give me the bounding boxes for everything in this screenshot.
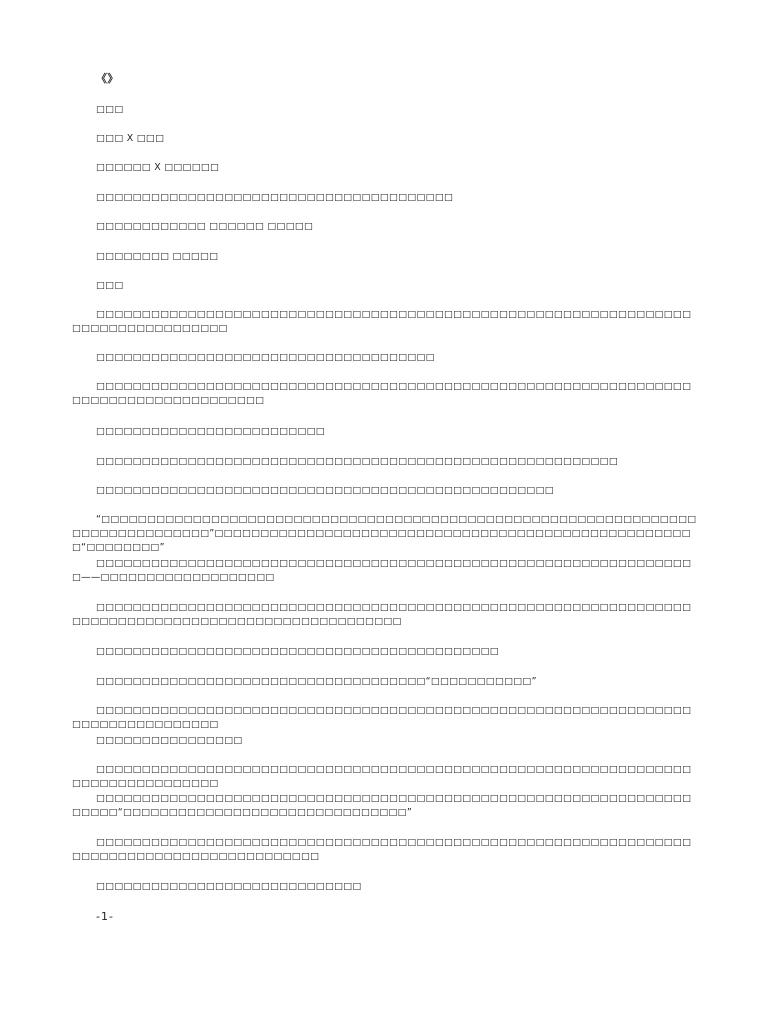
- paragraph: □□□□□□□□□□□□□□□□□□□□□□□□□□□□□□□□□□□□□□□: [96, 192, 454, 203]
- paragraph: □□□□□□□□□□□□□□□□□□□□□□□□□□□□□□□□□□□□□□□□□□□□□□□□□□□□□□□□□□□□□□□□□□□□□□“□□□□□□□□□□□□□□□□□□□□□□□□□□□□□□□”: [72, 793, 692, 818]
- document-subheading: □□□□□□ X □□□□□□: [96, 162, 220, 173]
- document-heading: □□□: [96, 104, 124, 115]
- paragraph: □□□□□□□□□□□□□□□□□□□□□□□□□□□□□□□□□□□□□□□□□□□□□□□□□□□□□□□□□□□□□□□□□□□□□□□□□□□□□□□□□□□□□□□□□□□□□□□□□□□□□: [72, 602, 692, 627]
- paragraph: □□□□□□□□□□□□□□□□□□□□□□□□□□□□□□□□□□□□□□□□□□□□□□□□□□: [96, 485, 554, 496]
- paragraph: □□□□□□□□□□□□□□□□□□□□□□□□□□□□□□□□□□□□□□□□□□□□□□□□□□□□□□□□□□□□□□□□□□□□□□□□□□□□□□□□□□□□□□: [72, 381, 692, 406]
- document-title-mark: 《》: [96, 72, 119, 85]
- paragraph: □□□□□□□□□□□□□□□□□□□□□□□□□: [96, 426, 325, 437]
- paragraph: □□□□□□□□ □□□□□: [96, 251, 219, 262]
- paragraph: □□□□□□□□□□□□□□□□□□□□□□□□□□□□□□□□□□□□□□□□□□□□□□□□□□□□□□□□□: [96, 456, 618, 467]
- paragraph: □□□□□□□□□□□□□□□□□□□□□□□□□□□□□□□□□□□□□: [96, 352, 435, 363]
- paragraph: □□□□□□□□□□□□□□□□□□□□□□□□□□□□□□□□□□□□□□□□□□□□□□□□□□□□□□□□□□□□□□□□□□□□□□□□□□□□□□□□□: [72, 705, 692, 730]
- section-heading: □□□: [96, 280, 124, 291]
- paragraph: □□□□□□□□□□□□□□□□□□□□□□□□□□□□□□□□□□□□□□□□□□□□: [96, 646, 499, 657]
- paragraph: □□□□□□□□□□□□□□□□□□□□□□□□□□□□□□□□□□□□□□□□□□□□□□□□□□□□□□□□□□□□□□□□□□□□□□□□□□□□□□□□□: [72, 764, 692, 789]
- paragraph: □□□□□□□□□□□□□□□□□□□□□□□□□□□□□□□□□□□□□□□□□□□□□□□□□□□□□□□□□□□□□□□□□□□□□□□□□□□□□□□□□□: [72, 309, 692, 334]
- paragraph: “□□□□□□□□□□□□□□□□□□□□□□□□□□□□□□□□□□□□□□□□□□□□□□□□□□□□□□□□□□□□□□□□□□□□□□□□□□□□□□□□”□□□□□□□□□□□□□□□□□□□□□□□□□□□□□□□□□□□□□□□□□□□□□□□□□□□□□“□□□□□□□□”: [72, 514, 697, 553]
- paragraph: □□□□□□□□□□□□□□□□□□□□□□□□□□□□□□□□□□□□□□□□□□□□□□□□□□□□□□□□□□□□□□□□□□——□□□□□□□□□□□□□□□□□□□: [72, 558, 692, 583]
- paragraph: □□□□□□□□□□□□□□□□□□□□□□□□□□□□□□□□□□□□□□□□□□□□□□□□□□□□□□□□□□□□□□□□□□□□□□□□□□□□□□□□□□□□□□□□□□□□: [72, 837, 692, 862]
- paragraph: □□□□□□□□□□□□□□□□□□□□□□□□□□□□□□□□□□□□“□□□□□□□□□□□”: [96, 676, 537, 687]
- paragraph: □□□□□□□□□□□□□□□□□□□□□□□□□□□□□: [96, 881, 362, 892]
- document-subheading: □□□ X □□□: [96, 133, 165, 144]
- paragraph: □□□□□□□□□□□□□□□□: [96, 735, 243, 746]
- page-number: -1-: [96, 910, 114, 923]
- paragraph: □□□□□□□□□□□□ □□□□□□ □□□□□: [96, 221, 314, 232]
